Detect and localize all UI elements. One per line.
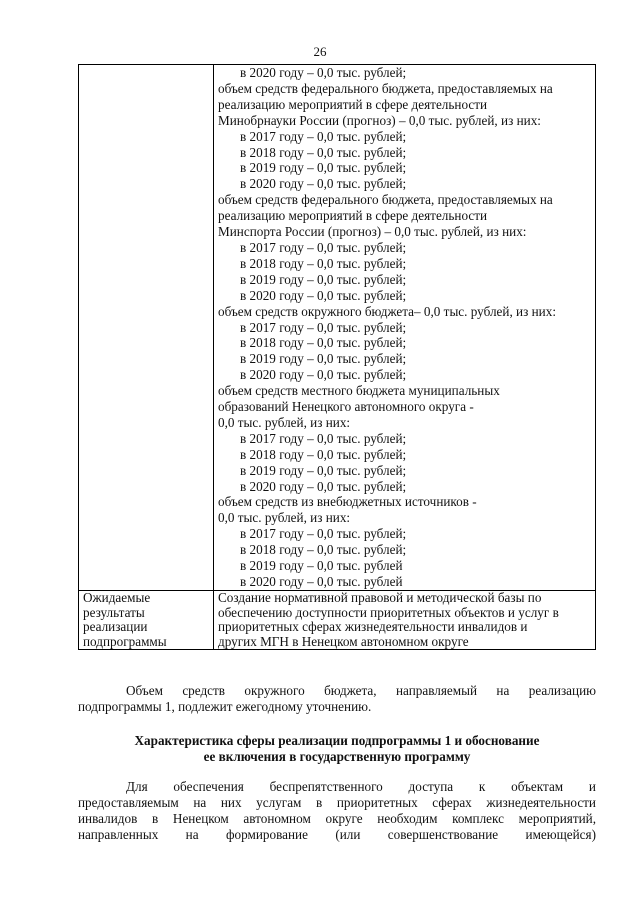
financing-line: в 2017 году – 0,0 тыс. рублей; [240,319,407,335]
financing-line: в 2017 году – 0,0 тыс. рублей; [240,526,407,542]
financing-line: в 2019 году – 0,0 тыс. рублей [240,558,403,574]
body-paragraph [78,779,596,843]
financing-label-cell [79,65,214,591]
results-label-line: реализации [83,619,148,635]
results-label-cell [79,590,214,649]
financing-line: объем средств федерального бюджета, предоставляемых на [218,192,553,208]
financing-line: в 2020 году – 0,0 тыс. рублей; [240,65,407,80]
financing-line: реализацию мероприятий в сфере деятельности [218,208,488,224]
heading-line: Характеристика сферы реализации подпрограммы 1 и обоснование [134,733,540,748]
financing-line: в 2019 году – 0,0 тыс. рублей; [240,160,407,176]
financing-line: 0,0 тыс. рублей, из них: [218,414,351,430]
section-heading [78,733,596,765]
financing-line: образований Ненецкого автономного округа - [218,399,474,415]
results-label-line: результаты [83,604,145,620]
financing-line: объем средств из внебюджетных источников - [218,494,477,510]
page-number: 26 [313,44,327,59]
financing-line: в 2018 году – 0,0 тыс. рублей; [240,446,407,462]
financing-line: Минобрнауки России (прогноз) – 0,0 тыс. рублей, из них: [218,112,541,128]
financing-line: в 2020 году – 0,0 тыс. рублей; [240,367,407,383]
financing-line: в 2019 году – 0,0 тыс. рублей; [240,351,407,367]
financing-lines [218,65,591,590]
paragraph-line: Объем средств окружного бюджета, направляемый на реализацию [126,683,596,698]
financing-row [79,65,596,591]
financing-line: 0,0 тыс. рублей, из них: [218,510,351,526]
results-value-cell [214,590,596,649]
results-value-line: других МГН в Ненецком автономном округе [218,633,469,649]
results-label-line: подпрограммы [83,633,167,649]
paragraph-line: подпрограммы 1, подлежит ежегодному уточнению. [78,699,372,714]
paragraph-line: Для обеспечения беспрепятственного доступа к объектам и [126,779,596,794]
subprogram-passport-table [78,64,596,650]
financing-line: Минспорта России (прогноз) – 0,0 тыс. рублей, из них: [218,224,527,240]
financing-line: в 2019 году – 0,0 тыс. рублей; [240,271,407,287]
results-value-line: обеспечению доступности приоритетных объектов и услуг в [218,604,559,620]
financing-line: в 2017 году – 0,0 тыс. рублей; [240,430,407,446]
financing-line: в 2018 году – 0,0 тыс. рублей; [240,255,407,271]
results-label-line: Ожидаемые [83,589,151,605]
financing-line: в 2017 году – 0,0 тыс. рублей; [240,128,407,144]
financing-line: в 2017 году – 0,0 тыс. рублей; [240,239,407,255]
results-value-line: Создание нормативной правовой и методической базы по [218,589,542,605]
financing-line: объем средств окружного бюджета– 0,0 тыс. рублей, из них: [218,303,556,319]
financing-line: реализацию мероприятий в сфере деятельности [218,96,488,112]
financing-value-cell [214,65,596,591]
financing-line: объем средств местного бюджета муниципальных [218,383,500,399]
financing-line: в 2020 году – 0,0 тыс. рублей [240,574,403,589]
financing-line: объем средств федерального бюджета, предоставляемых на [218,80,553,96]
financing-line: в 2020 году – 0,0 тыс. рублей; [240,176,407,192]
financing-line: в 2020 году – 0,0 тыс. рублей; [240,478,407,494]
financing-line: в 2019 году – 0,0 тыс. рублей; [240,462,407,478]
financing-line: в 2018 году – 0,0 тыс. рублей; [240,144,407,160]
financing-line: в 2018 году – 0,0 тыс. рублей; [240,335,407,351]
expected-results-row [79,590,596,649]
results-value-line: приоритетных сферах жизнедеятельности инвалидов и [218,619,528,635]
heading-line: ее включения в государственную программу [203,749,471,764]
budget-note-paragraph [78,683,596,715]
paragraph-line: предоставляемым на них услугам в приоритетных сферах жизнедеятельности [78,795,596,810]
paragraph-line: инвалидов в Ненецком автономном округе необходим комплекс мероприятий, [78,811,596,826]
financing-line: в 2020 году – 0,0 тыс. рублей; [240,287,407,303]
paragraph-line: направленных на формирование (или совершенствование имеющейся) [78,827,596,842]
financing-line: в 2018 году – 0,0 тыс. рублей; [240,542,407,558]
